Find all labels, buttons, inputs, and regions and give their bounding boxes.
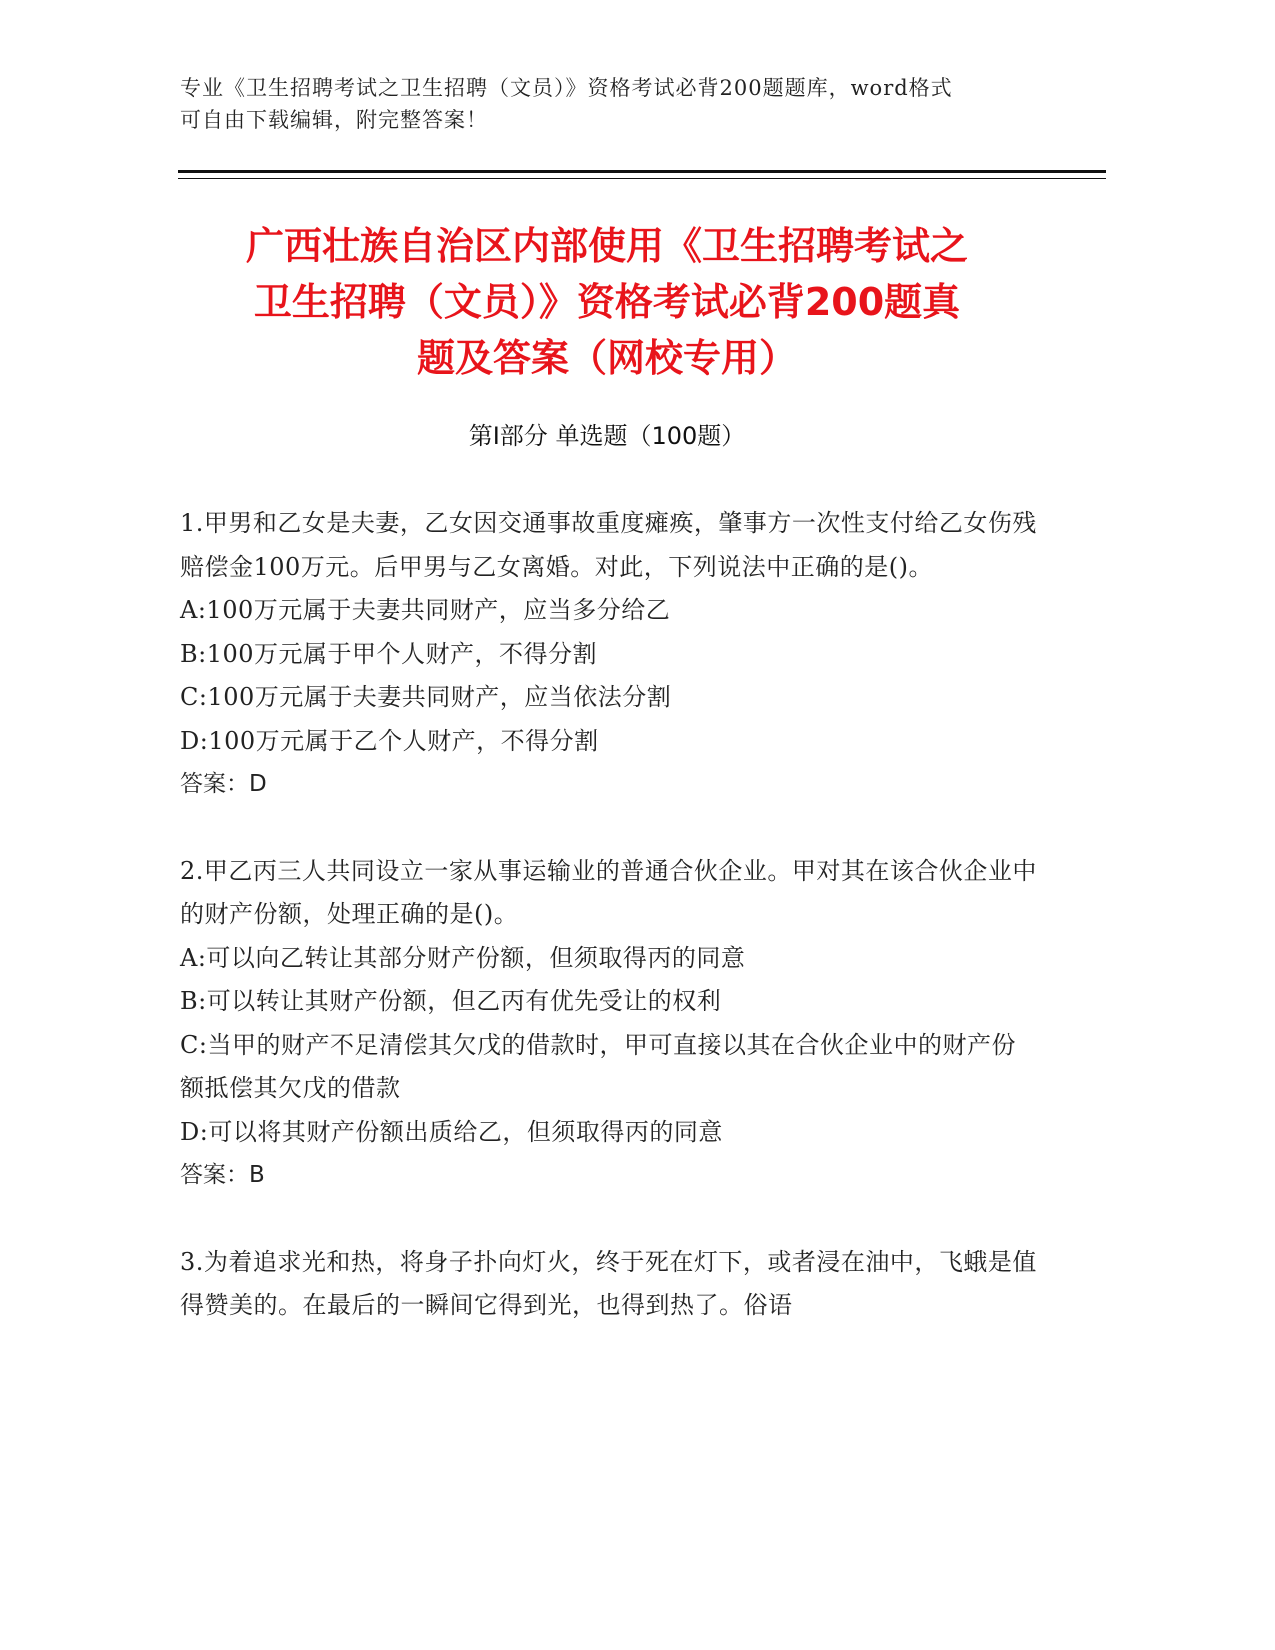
question-3: [180, 1241, 1040, 1328]
question-2: [180, 850, 1040, 1198]
option-d: D:可以将其财产份额出质给乙，但须取得丙的同意: [180, 1117, 723, 1146]
option-c: C:100万元属于夫妻共同财产，应当依法分割: [180, 683, 672, 711]
section-title: 第Ⅰ部分 单选题（100题）: [468, 422, 746, 450]
header-note-line1: 专业《卫生招聘考试之卫生招聘（文员）》资格考试必背200题题库，word格式: [180, 76, 953, 100]
answer: 答案：B: [180, 1162, 265, 1188]
question-stem: 1.甲男和乙女是夫妻，乙女因交通事故重度瘫痪，肇事方一次性支付给乙女伤残赔偿金100万元。后甲男与乙女离婚。对此，下列说法中正确的是()。: [180, 509, 1037, 581]
document-title-line3: 题及答案（网校专用）: [416, 336, 797, 380]
document-title: [178, 218, 1036, 386]
question-stem: 3.为着追求光和热，将身子扑向灯火，终于死在灯下，或者浸在油中，飞蛾是值得赞美的。在最后的一瞬间它得到光，也得到热了。俗语: [180, 1247, 1037, 1319]
header-divider-thin: [178, 178, 1106, 179]
option-a: A:100万元属于夫妻共同财产，应当多分给乙: [180, 596, 671, 624]
header-divider-thick: [178, 170, 1106, 173]
answer: 答案：D: [180, 771, 267, 797]
header-note: [180, 72, 1040, 136]
question-list: [180, 502, 1040, 1371]
document-title-line2: 卫生招聘（文员）》资格考试必背200题真: [253, 280, 961, 324]
option-b: B:100万元属于甲个人财产，不得分割: [180, 639, 598, 668]
option-a: A:可以向乙转让其部分财产份额，但须取得丙的同意: [180, 943, 746, 972]
header-note-line2: 可自由下载编辑，附完整答案！: [180, 108, 488, 132]
option-d: D:100万元属于乙个人财产，不得分割: [180, 726, 599, 755]
option-c: C:当甲的财产不足清偿其欠戊的借款时，甲可直接以其在合伙企业中的财产份额抵偿其欠戊的借款: [180, 1030, 1016, 1102]
question-1: [180, 502, 1040, 807]
document-title-line1: 广西壮族自治区内部使用《卫生招聘考试之: [245, 224, 968, 268]
option-b: B:可以转让其财产份额，但乙丙有优先受让的权利: [180, 987, 722, 1015]
question-stem: 2.甲乙丙三人共同设立一家从事运输业的普通合伙企业。甲对其在该合伙企业中的财产份额，处理正确的是()。: [180, 856, 1037, 928]
